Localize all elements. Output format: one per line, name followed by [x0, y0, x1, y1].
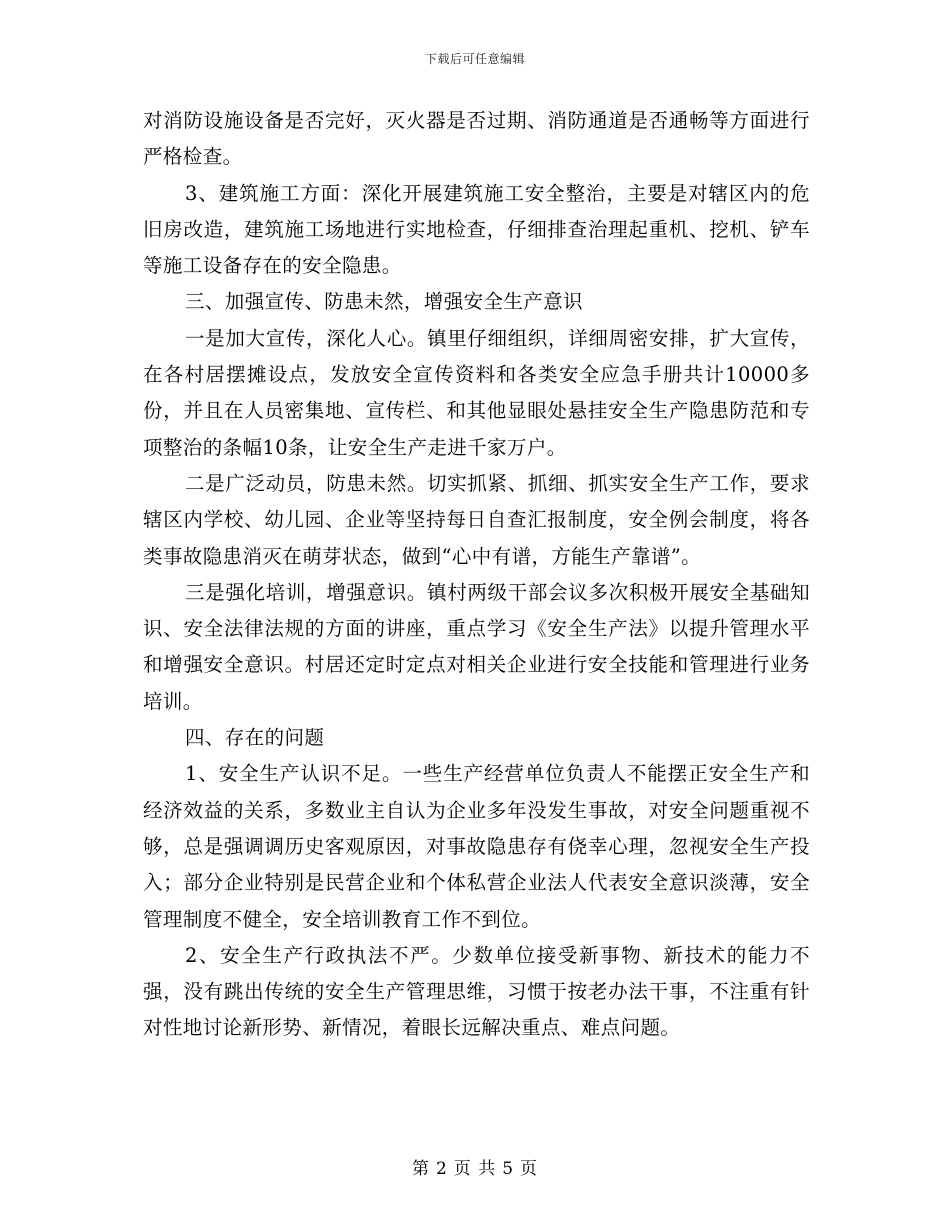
document-body: [143, 103, 810, 1047]
paragraph-problem-awareness: 1、安全生产认识不足。一些生产经营单位负责人不能摆正安全生产和经济效益的关系，多数业主自认为企业多年没发生事故，对安全问题重视不够，总是强调调历史客观原因，对事故隐患存有侥幸心理，忽视安全生产投入；部分企业特别是民营企业和个体私营企业法人代表安全意识淡薄，安全管理制度不健全，安全培训教育工作不到位。: [143, 762, 810, 931]
paragraph-publicity: 一是加大宣传，深化人心。镇里仔细组织，详细周密安排，扩大宣传，在各村居摆摊设点，发放安全宣传资料和各类安全应急手册共计10000多份，并且在人员密集地、宣传栏、和其他显眼处悬挂安全生产隐患防范和专项整治的条幅10条，让安全生产走进千家万户。: [143, 326, 810, 459]
paragraph-construction: 3、建筑施工方面：深化开展建筑施工安全整治，主要是对辖区内的危旧房改造，建筑施工场地进行实地检查，仔细排查治理起重机、挖机、铲车等施工设备存在的安全隐患。: [143, 181, 810, 278]
paragraph-mobilization: 二是广泛动员，防患未然。切实抓紧、抓细、抓实安全生产工作，要求辖区内学校、幼儿园、企业等坚持每日自查汇报制度，安全例会制度，将各类事故隐患消灭在萌芽状态，做到“心中有谱，方能生产靠谱”。: [143, 471, 810, 568]
page-number-footer: [0, 1154, 950, 1179]
footer-suffix: 页: [520, 1159, 539, 1179]
paragraph-training: 三是强化培训，增强意识。镇村两级干部会议多次积极开展安全基础知识、安全法律法规的方面的讲座，重点学习《安全生产法》以提升管理水平和增强安全意识。村居还定时定点对相关企业进行安全技能和管理进行业务培训。: [143, 580, 810, 713]
footer-current-page: 2: [435, 1159, 448, 1179]
page-header-note: 下载后可任意编辑: [424, 52, 525, 66]
footer-prefix: 第: [411, 1159, 430, 1179]
paragraph-problem-enforcement: 2、安全生产行政执法不严。少数单位接受新事物、新技术的能力不强，没有跳出传统的安全生产管理思维，习惯于按老办法干事，不注重有针对性地讨论新形势、新情况，着眼长远解决重点、难点问题。: [143, 943, 810, 1040]
paragraph-fire-facilities: 对消防设施设备是否完好，灭火器是否过期、消防通道是否通畅等方面进行严格检查。: [143, 109, 810, 169]
section-heading-publicity: 三、加强宣传、防患未然，增强安全生产意识: [185, 290, 584, 314]
section-heading-problems: 四、存在的问题: [185, 726, 325, 750]
footer-middle: 页 共: [453, 1159, 497, 1179]
footer-total-pages: 5: [502, 1159, 515, 1179]
